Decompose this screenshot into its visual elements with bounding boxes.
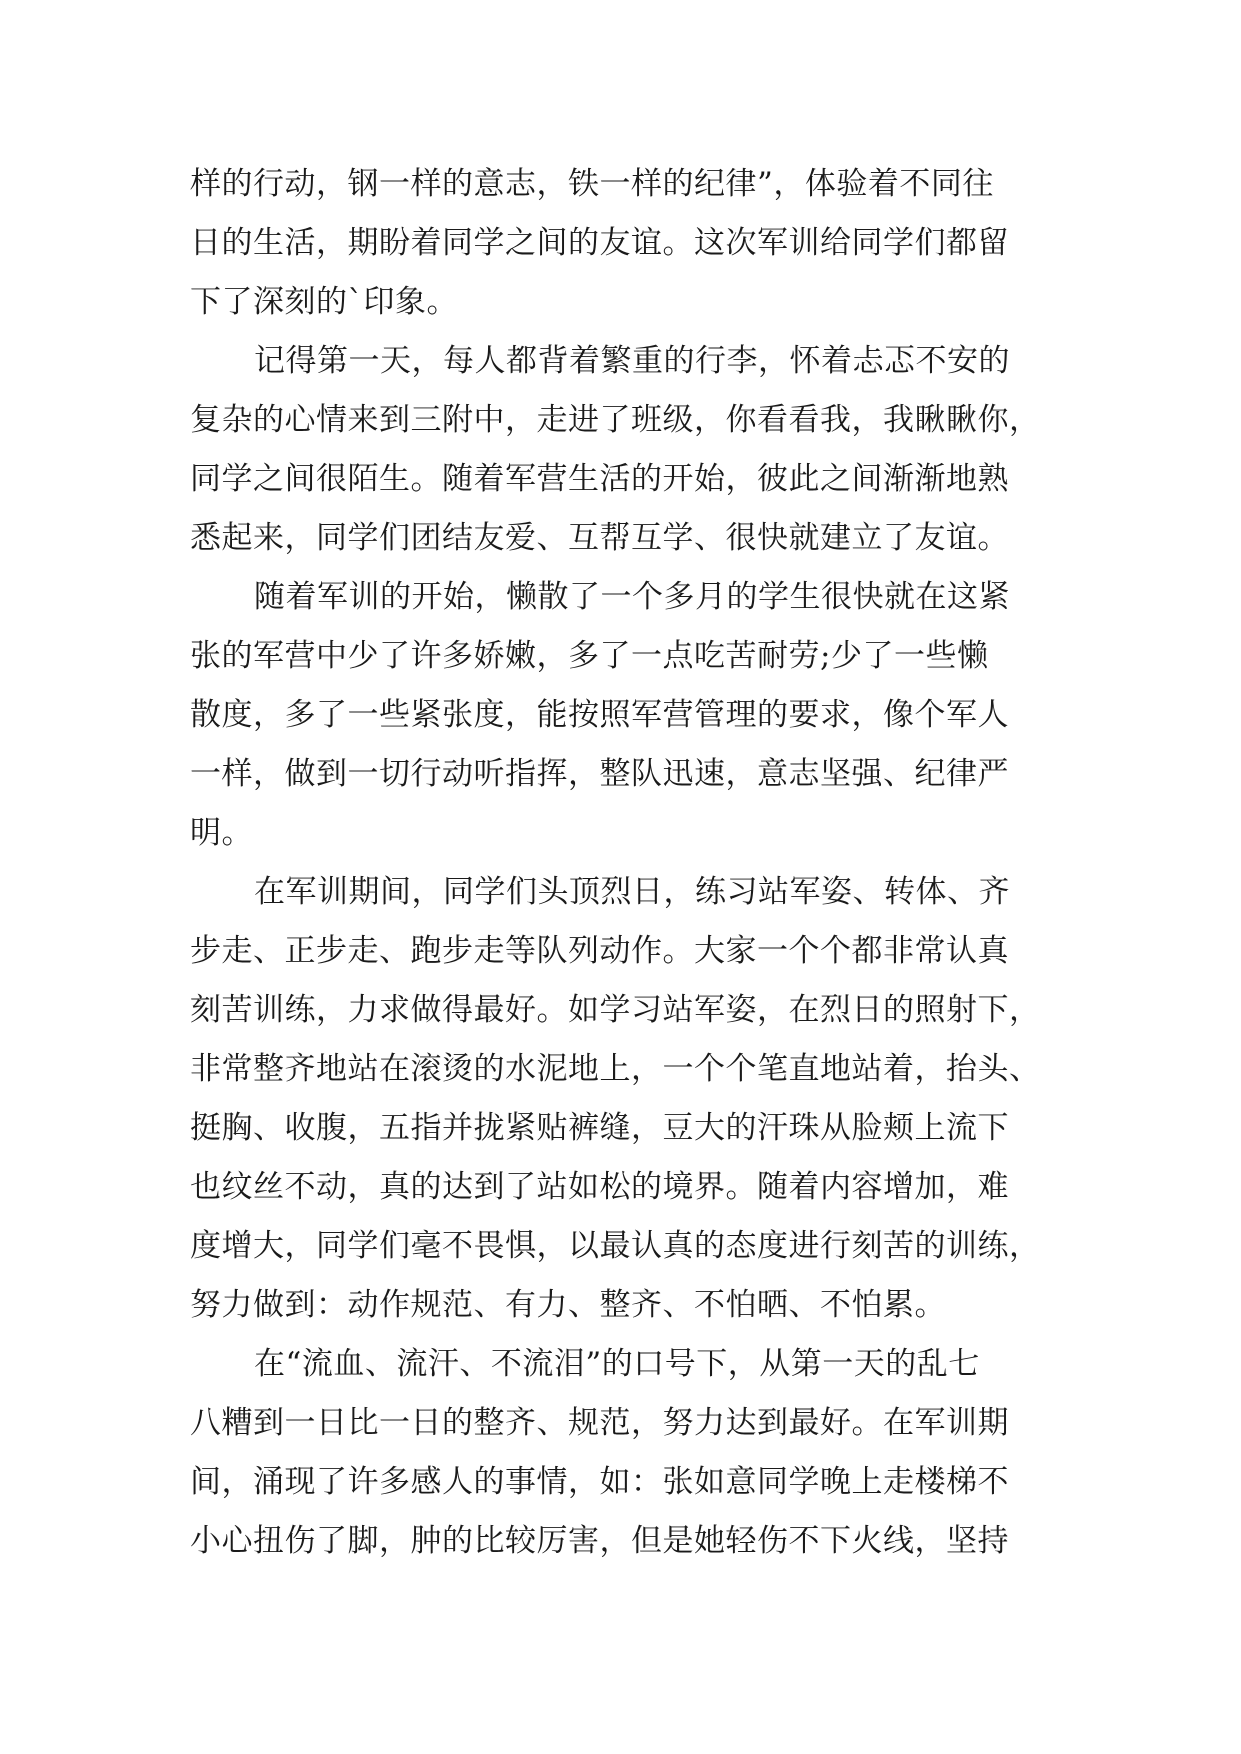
text-line: 悉起来，同学们团结友爱、互帮互学、很快就建立了友谊。 [190, 520, 1009, 556]
text-line: 间，涌现了许多感人的事情，如：张如意同学晚上走楼梯不 [190, 1464, 1009, 1500]
text-line: 样的行动，钢一样的意志，铁一样的纪律”，体验着不同往 [190, 166, 994, 202]
text-line: 刻苦训练，力求做得最好。如学习站军姿，在烈日的照射下， [190, 992, 1041, 1028]
text-line: 一样，做到一切行动听指挥，整队迅速，意志坚强、纪律严 [190, 756, 1009, 792]
text-line: 在“流血、流汗、不流泪”的口号下，从第一天的乱七 [254, 1346, 980, 1382]
text-line: 下了深刻的`印象。 [190, 284, 458, 320]
text-line: 记得第一天，每人都背着繁重的行李，怀着忐忑不安的 [254, 343, 1010, 379]
text-line: 同学之间很陌生。随着军营生活的开始，彼此之间渐渐地熟 [190, 461, 1009, 497]
text-line: 八糟到一日比一日的整齐、规范，努力达到最好。在军训期 [190, 1405, 1009, 1441]
text-line: 挺胸、收腹，五指并拢紧贴裤缝，豆大的汗珠从脸颊上流下 [190, 1110, 1009, 1146]
text-line: 努力做到：动作规范、有力、整齐、不怕晒、不怕累。 [190, 1287, 946, 1323]
text-line: 张的军营中少了许多娇嫩，多了一点吃苦耐劳;少了一些懒 [190, 638, 989, 674]
body-text [190, 155, 1090, 1571]
text-line: 随着军训的开始，懒散了一个多月的学生很快就在这紧 [254, 579, 1010, 615]
text-line: 在军训期间，同学们头顶烈日，练习站军姿、转体、齐 [254, 874, 1010, 910]
text-line: 步走、正步走、跑步走等队列动作。大家一个个都非常认真 [190, 933, 1009, 969]
text-line: 非常整齐地站在滚烫的水泥地上，一个个笔直地站着，抬头、 [190, 1051, 1041, 1087]
text-line: 散度，多了一些紧张度，能按照军营管理的要求，像个军人 [190, 697, 1009, 733]
text-line: 日的生活，期盼着同学之间的友谊。这次军训给同学们都留 [190, 225, 1009, 261]
text-line: 也纹丝不动，真的达到了站如松的境界。随着内容增加，难 [190, 1169, 1009, 1205]
text-line: 复杂的心情来到三附中，走进了班级，你看看我，我瞅瞅你， [190, 402, 1041, 438]
text-line: 明。 [190, 815, 253, 851]
text-line: 小心扭伤了脚，肿的比较厉害，但是她轻伤不下火线，坚持 [190, 1523, 1009, 1559]
text-line: 度增大，同学们毫不畏惧，以最认真的态度进行刻苦的训练， [190, 1228, 1041, 1264]
